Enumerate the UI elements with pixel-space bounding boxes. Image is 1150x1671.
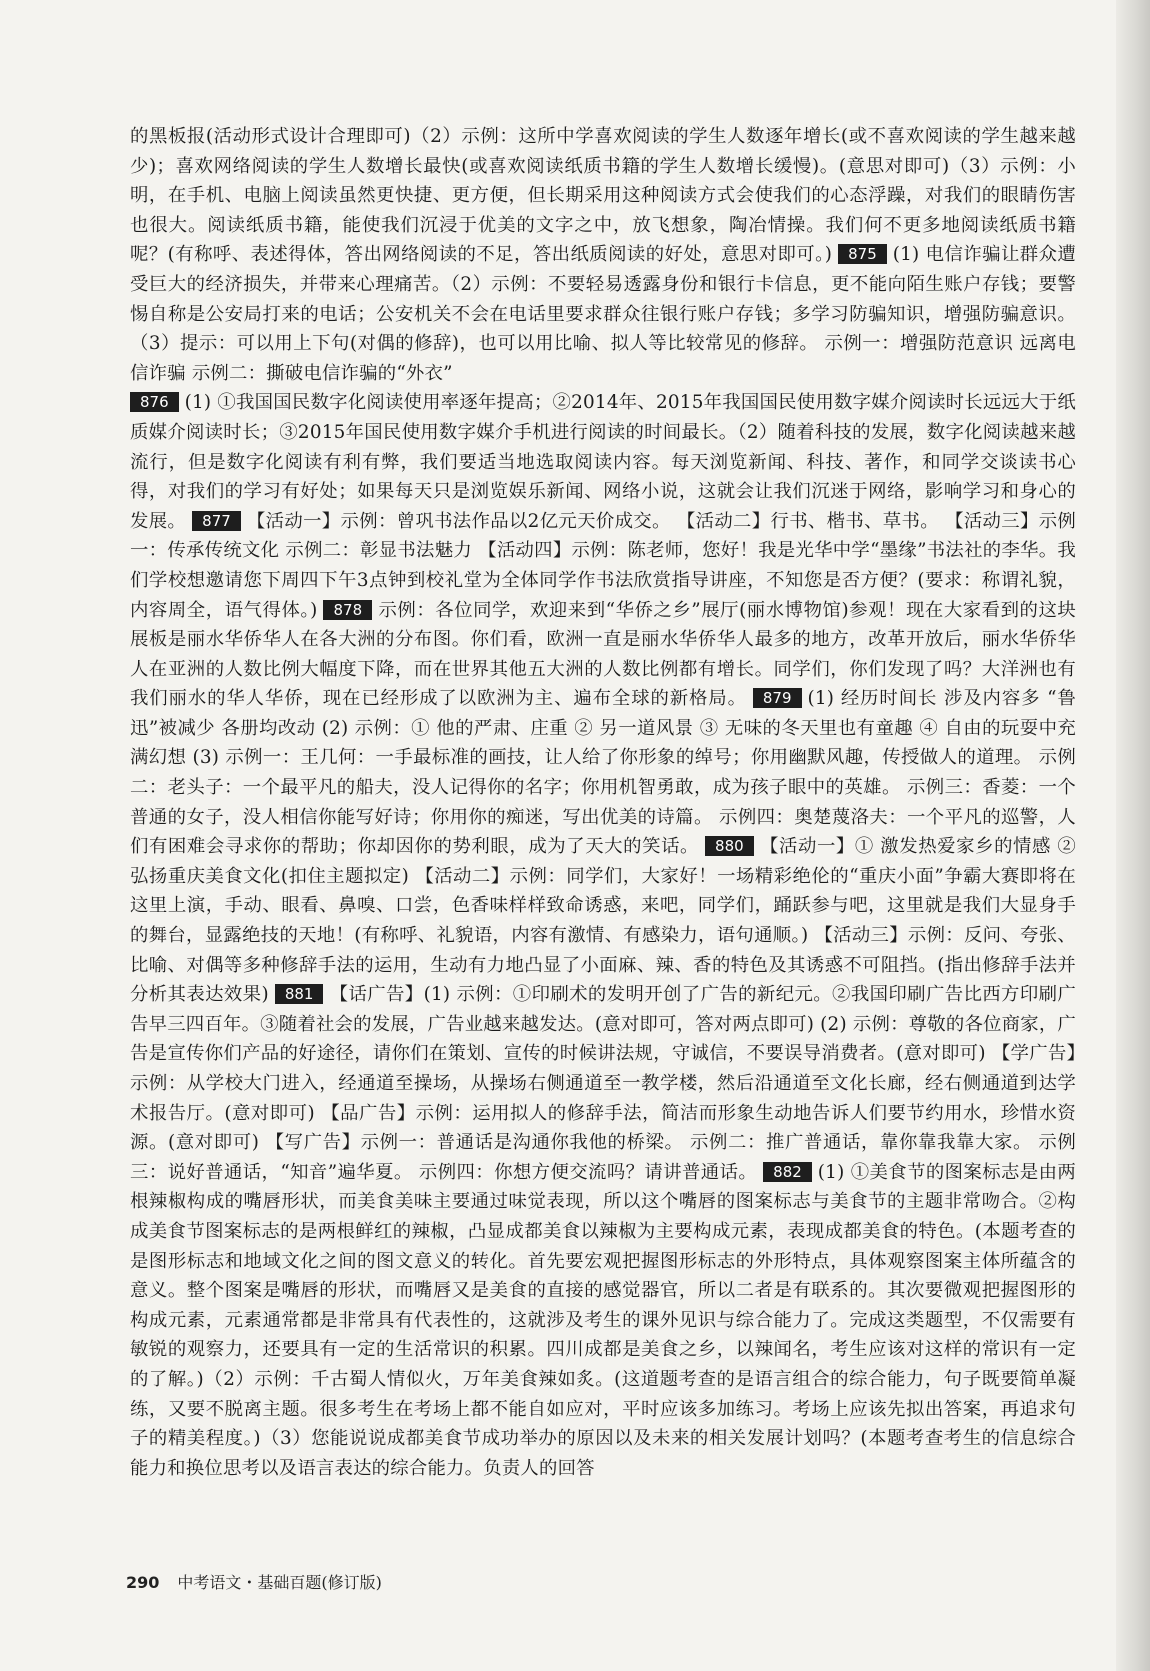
answer-text-879: (1) 经历时间长 涉及内容多 “鲁迅”被减少 各册均改动 (2) 示例：① 他的严肃、庄重 ② 另一道风景 ③ 无味的冬天里也有童趣 ④ 自由的玩耍中充满幻想 (3) 示例一：王几何：一手最标准的画技，让人给了你形象的绰号；你用幽默风趣，传授做人的道理。 示例二：老头子：一个最平凡的船夫，没人记得你的名字；你用机智勇敢，成为孩子眼中的英雄。 示例三：香菱：一个普通的女子，没人相信你能写好诗；你用你的痴迷，写出优美的诗篇。 示例四：奥楚蔑洛夫：一个平凡的巡警，人们有困难会寻求你的帮助；你却因你的势利眼，成为了天大的笑话。 (130, 688, 1076, 858)
question-number-badge: 882 (763, 1162, 812, 1182)
question-number-badge: 877 (192, 511, 241, 531)
answer-paragraph (130, 122, 1076, 388)
page-footer (126, 1570, 382, 1593)
question-number-badge: 875 (838, 244, 887, 264)
answer-text-882: (1) ①美食节的图案标志是由两根辣椒构成的嘴唇形状，而美食美味主要通过味觉表现，所以这个嘴唇的图案标志与美食节的主题非常吻合。②构成美食节图案标志的是两根鲜红的辣椒，凸显成都美食以辣椒为主要构成元素，表现成都美食的特色。(本题考查的是图形标志和地域文化之间的图文意义的转化。首先要宏观把握图形标志的外形特点，具体观察图案主体所蕴含的意义。整个图案是嘴唇的形状，而嘴唇又是美食的直接的感觉器官，所以二者是有联系的。其次要微观把握图形的构成元素，元素通常都是非常具有代表性的，这就涉及考生的课外见识与综合能力了。完成这类题型，不仅需要有敏锐的观察力，还要具有一定的生活常识的积累。四川成都是美食之乡，以辣闻名，考生应该对这样的常识有一定的了解。)（2）示例：千古蜀人情似火，万年美食辣如炙。(这道题考查的是语言组合的综合能力，句子既要简单凝练，又要不脱离主题。很多考生在考场上都不能自如应对，平时应该多加练习。考场上应该先拟出答案，再追求句子的精美程度。)（3）您能说说成都美食节成功举办的原因以及未来的相关发展计划吗？(本题考查考生的信息综合能力和换位思考以及语言表达的综合能力。负责人的回答 (130, 1161, 1076, 1479)
answer-text-877: 【活动一】示例：曾巩书法作品以2亿元天价成交。 【活动二】行书、楷书、草书。 【活动三】示例一：传承传统文化 示例二：彰显书法魅力 【活动四】示例：陈老师，您好！我是光华中学“墨缘”书法社的李华。我们学校想邀请您下周四下午3点钟到校礼堂为全体同学作书法欣赏指导讲座，不知您是否方便？(要求：称谓礼貌，内容周全，语气得体。) (130, 510, 1076, 621)
answer-text-881: 【话广告】(1) 示例：①印刷术的发明开创了广告的新纪元。②我国印刷广告比西方印刷广告早三四百年。③随着社会的发展，广告业越来越发达。(意对即可，答对两点即可) (2) 示例：尊敬的各位商家，广告是宣传你们产品的好途径，请你们在策划、宣传的时候讲法规，守诚信，不要误导消费者。(意对即可) 【学广告】示例：从学校大门进入，经通道至操场，从操场右侧通道至一教学楼，然后沿通道至文化长廊，经右侧通道到达学术报告厅。(意对即可) 【品广告】示例：运用拟人的修辞手法，简洁而形象生动地告诉人们要节约用水，珍惜水资源。(意对即可) 【写广告】示例一：普通话是沟通你我他的桥梁。 示例二：推广普通话，靠你靠我靠大家。 示例三：说好普通话，“知音”遍华夏。 示例四：你想方便交流吗？请讲普通话。 (130, 984, 1076, 1183)
book-title: 中考语文・基础百题(修订版) (177, 1573, 382, 1592)
question-number-badge: 878 (323, 600, 372, 620)
question-number-badge: 881 (275, 984, 324, 1004)
answer-text-875: (1) 电信诈骗让群众遭受巨大的经济损失，并带来心理痛苦。（2）示例：不要轻易透露身份和银行卡信息，更不能向陌生账户存钱；要警惕自称是公安局打来的电话；公安机关不会在电话里要求群众往银行账户存钱；多学习防骗知识，增强防骗意识。（3）提示：可以用上下句(对偶的修辞)，也可以用比喻、拟人等比较常见的修辞。 示例一：增强防范意识 远离电信诈骗 示例二：撕破电信诈骗的“外衣” (130, 244, 1077, 384)
question-number-badge: 876 (130, 392, 179, 412)
answer-text-876: (1) ①我国国民数字化阅读使用率逐年提高；②2014年、2015年我国国民使用数字媒介阅读时长远远大于纸质媒介阅读时长；③2015年国民使用数字媒介手机进行阅读的时间最长。（2）随着科技的发展，数字化阅读越来越流行，但是数字化阅读有利有弊，我们要适当地选取阅读内容。每天浏览新闻、科技、著作，和同学交谈读书心得，对我们的学习有好处；如果每天只是浏览娱乐新闻、网络小说，这就会让我们沉迷于网络，影响学习和身心的发展。 (130, 392, 1076, 532)
answer-text-880: 【活动一】① 激发热爱家乡的情感 ② 弘扬重庆美食文化(扣住主题拟定) 【活动二】示例：同学们，大家好！一场精彩绝伦的“重庆小面”争霸大赛即将在这里上演，手动、眼看、鼻嗅、口尝，色香味样样致命诱惑，来吧，同学们，踊跃参与吧，这里就是我们大显身手的舞台，显露绝技的天地！(有称呼、礼貌语，内容有激情、有感染力，语句通顺。) 【活动三】示例：反问、夸张、比喻、对偶等多种修辞手法的运用，生动有力地凸显了小面麻、辣、香的特色及其诱惑不可阻挡。(指出修辞手法并分析其表达效果) (130, 836, 1076, 1006)
answer-text-878: 示例：各位同学，欢迎来到“华侨之乡”展厅(丽水博物馆)参观！现在大家看到的这块展板是丽水华侨华人在各大洲的分布图。你们看，欧洲一直是丽水华侨华人最多的地方，改革开放后，丽水华侨华人在亚洲的人数比例大幅度下降，而在世界其他五大洲的人数比例都有增长。同学们，你们发现了吗？大洋洲也有我们丽水的华人华侨，现在已经形成了以欧洲为主、遍布全球的新格局。 (130, 599, 1076, 710)
question-number-badge: 879 (753, 688, 802, 708)
answer-text-block (130, 122, 1076, 1483)
page-number: 290 (126, 1573, 160, 1592)
answer-paragraph (130, 388, 1076, 1483)
page-edge-shadow (1116, 0, 1150, 1671)
answer-text-874-end: 的黑板报(活动形式设计合理即可)（2）示例：这所中学喜欢阅读的学生人数逐年增长(或不喜欢阅读的学生越来越少)；喜欢网络阅读的学生人数增长最快(或喜欢阅读纸质书籍的学生人数增长缓慢)。(意思对即可)（3）示例：小明，在手机、电脑上阅读虽然更快捷、更方便，但长期采用这种阅读方式会使我们的心态浮躁，对我们的眼睛伤害也很大。阅读纸质书籍，能使我们沉浸于优美的文字之中，放飞想象，陶冶情操。我们何不更多地阅读纸质书籍呢？(有称呼、表述得体，答出网络阅读的不足，答出纸质阅读的好处，意思对即可。) (130, 126, 1076, 266)
question-number-badge: 880 (705, 836, 754, 856)
